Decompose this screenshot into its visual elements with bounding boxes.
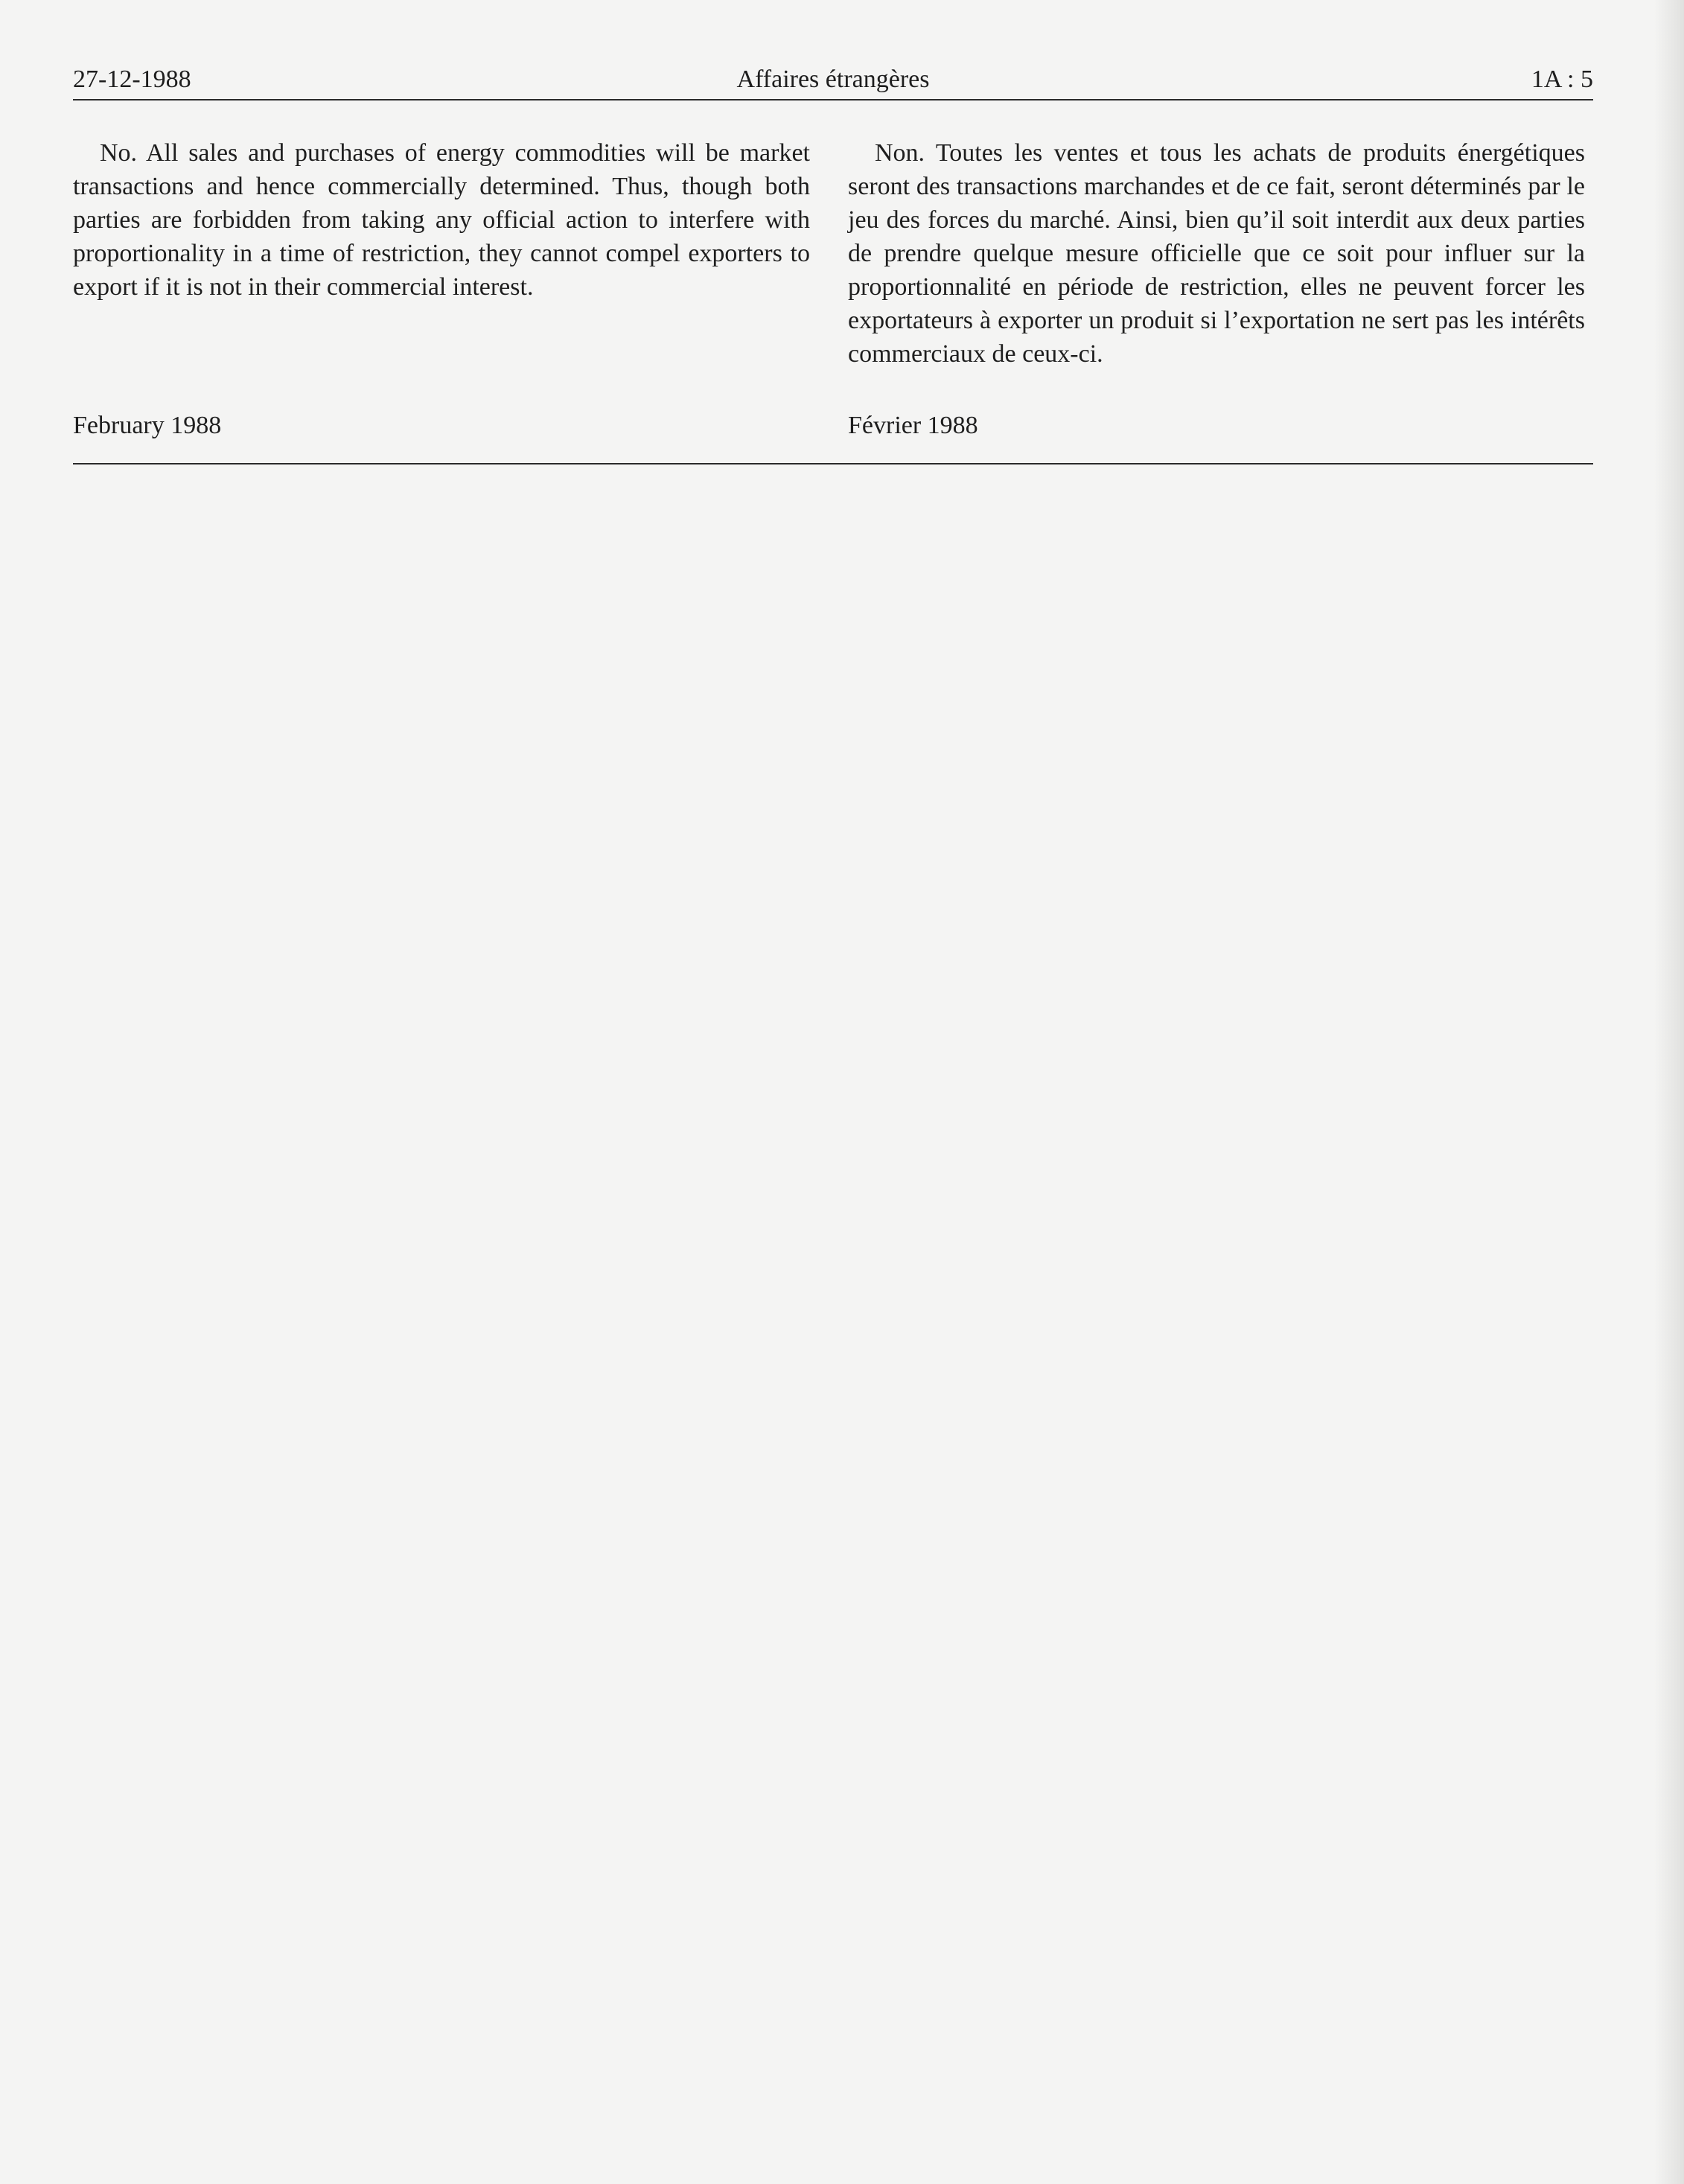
page-edge-shadow <box>1654 0 1684 2184</box>
header-title: Affaires étrangères <box>736 66 930 93</box>
header-page-number: 1A : 5 <box>1531 66 1593 93</box>
french-date: Février 1988 <box>848 412 978 439</box>
section-rule <box>73 463 1593 464</box>
english-column <box>73 136 810 304</box>
english-paragraph: No. All sales and purchases of energy commodities will be market transactions and hence commercially determined. Thus, though both parties are forbidden from taking any official action to interfere with proportionality in a time of restriction, they cannot compel exporters to export if it is not in their commercial interest. <box>73 139 810 301</box>
header-date: 27-12-1988 <box>73 66 191 93</box>
english-date: February 1988 <box>73 412 222 439</box>
french-column <box>848 136 1585 371</box>
running-header <box>73 60 1593 100</box>
french-paragraph: Non. Toutes les ventes et tous les achats de produits énergétiques seront des transactions marchandes et de ce fait, seront déterminés par le jeu des forces du marché. Ainsi, bien qu’il soit interdit aux deux parties de prendre quelque mesure officielle que ce soit pour influer sur la proportionnalité en période de restriction, elles ne peuvent forcer les exportateurs à exporter un produit si l’exportation ne sert pas les intérêts commerciaux de ceux-ci. <box>848 139 1585 368</box>
header-rule <box>73 99 1593 100</box>
